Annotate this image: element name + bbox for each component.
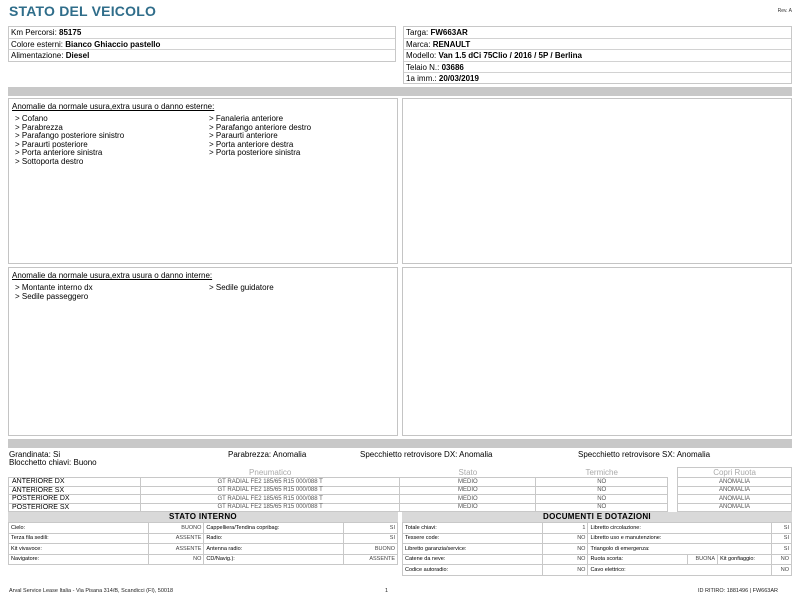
- tyre-position: ANTERIORE SX: [9, 486, 141, 495]
- item-value: NO: [542, 544, 588, 555]
- stato-interno-section: [8, 512, 398, 565]
- tyre-gap: [668, 486, 678, 495]
- item-value: SI: [344, 533, 398, 544]
- damage-item: > Parafango posteriore sinistro: [15, 131, 125, 140]
- tyre-position: POSTERIORE SX: [9, 503, 141, 512]
- registration-value: 20/03/2019: [438, 74, 479, 83]
- tyre-model: GT RADIAL FE2 185/65 R15 000/088 T: [140, 486, 400, 495]
- table-row: [9, 523, 398, 534]
- grandinata-status: Grandinata: Si: [9, 450, 61, 459]
- internal-damage-panel: [8, 267, 398, 436]
- item-value: NO: [542, 554, 588, 565]
- tyre-position: ANTERIORE DX: [9, 478, 141, 487]
- item-label: Radio:: [204, 533, 344, 544]
- chassis-label: Telaio N.:: [406, 62, 440, 72]
- table-row: [9, 503, 792, 512]
- tyres-header-spacer: [9, 468, 141, 478]
- plate-value: FW663AR: [430, 28, 468, 37]
- fuel-label: Alimentazione:: [11, 51, 64, 60]
- table-row: [9, 495, 792, 504]
- km-label: Km Percorsi:: [11, 28, 57, 37]
- footer-page-number: 1: [385, 588, 389, 594]
- model-value: Van 1.5 dCi 75Clio / 2016 / 5P / Berlina: [438, 51, 582, 60]
- tyre-gap: [668, 478, 678, 487]
- tyre-state: MEDIO: [400, 478, 536, 487]
- tyre-model: GT RADIAL FE2 185/65 R15 000/088 T: [140, 495, 400, 504]
- key-lock-status: Blocchetto chiavi: Buono: [9, 458, 97, 467]
- color-value: Bianco Ghiaccio pastello: [65, 39, 161, 49]
- tyres-table: [8, 467, 792, 512]
- parabrezza-status: Parabrezza: Anomalia: [228, 450, 307, 459]
- tyre-cover: ANOMALIA: [678, 486, 792, 495]
- chassis-value: 03686: [441, 62, 464, 72]
- stato-interno-title: STATO INTERNO: [8, 512, 398, 522]
- item-label: Kit gonfiaggio:: [718, 554, 772, 565]
- registration-label: 1a imm.:: [406, 74, 437, 83]
- damage-item: > Porta posteriore sinistra: [209, 148, 301, 157]
- damage-item: > Parafango anteriore destro: [209, 122, 312, 132]
- tyre-position: POSTERIORE DX: [9, 495, 141, 504]
- tyre-cover: ANOMALIA: [678, 478, 792, 487]
- tyre-model: GT RADIAL FE2 185/65 R15 000/088 T: [140, 478, 400, 487]
- damage-item: > Porta anteriore sinistra: [15, 148, 103, 157]
- mirror-dx-status: Specchietto retrovisore DX: Anomalia: [360, 450, 493, 459]
- item-label: Totale chiavi:: [403, 523, 543, 534]
- item-value: ASSENTE: [344, 554, 398, 565]
- table-row: [403, 544, 792, 555]
- tyres-header-row: [9, 468, 792, 478]
- external-damage-col1: [9, 115, 203, 166]
- item-value: 1: [542, 523, 588, 534]
- table-row: [403, 565, 792, 576]
- damage-item: > Sottoporta destro: [15, 156, 84, 166]
- model-label: Modello:: [406, 51, 437, 60]
- tyre-state: MEDIO: [400, 503, 536, 512]
- item-value: NO: [148, 554, 204, 565]
- brand-label: Marca:: [406, 39, 431, 49]
- external-damage-panel: [8, 98, 398, 264]
- item-value: SI: [772, 533, 792, 544]
- damage-item: > Sedile passeggero: [15, 291, 89, 301]
- item-label: Antenna radio:: [204, 544, 344, 555]
- item-value: ASSENTE: [148, 533, 204, 544]
- termiche-column-header: Termiche: [536, 468, 668, 478]
- internal-damage-col2: [203, 284, 397, 301]
- tyre-column-header: Pneumatico: [140, 468, 400, 478]
- item-value: NO: [772, 554, 792, 565]
- vehicle-info-left: [8, 26, 396, 62]
- fuel-value: Diesel: [65, 51, 90, 60]
- external-damage-col2: [203, 115, 397, 166]
- item-value: SI: [772, 544, 792, 555]
- plate-label: Targa:: [406, 28, 429, 37]
- stato-interno-table: [8, 522, 398, 565]
- chassis-row: [404, 62, 791, 74]
- tyre-thermal: NO: [536, 478, 668, 487]
- item-label: Libretto uso e manutenzione:: [588, 533, 772, 544]
- item-value: BUONA: [688, 554, 718, 565]
- damage-item: > Paraurti anteriore: [209, 131, 278, 140]
- item-label: Libretto garanzia/service:: [403, 544, 543, 555]
- brand-value: RENAULT: [432, 39, 471, 49]
- table-row: [9, 478, 792, 487]
- damage-item: > Porta anteriore destra: [209, 139, 294, 149]
- internal-photo-panel: [402, 267, 792, 436]
- damage-item: > Montante interno dx: [15, 283, 93, 292]
- tyre-thermal: NO: [536, 503, 668, 512]
- tyre-cover: ANOMALIA: [678, 503, 792, 512]
- table-row: [9, 533, 398, 544]
- table-row: [9, 554, 398, 565]
- table-row: [403, 554, 792, 565]
- item-value: NO: [772, 565, 792, 576]
- tyre-model: GT RADIAL FE2 185/65 R15 000/088 T: [140, 503, 400, 512]
- tyre-state: MEDIO: [400, 495, 536, 504]
- damage-item: > Paraurti posteriore: [15, 139, 88, 149]
- color-label: Colore esterni:: [11, 39, 64, 49]
- stato-column-header: Stato: [400, 468, 536, 478]
- mirror-sx-status: Specchietto retrovisore SX: Anomalia: [578, 450, 711, 459]
- table-row: [9, 544, 398, 555]
- copri-column-header: Copri Ruota: [678, 468, 792, 478]
- plate-row: [404, 27, 791, 39]
- registration-row: [404, 73, 791, 85]
- item-value: SI: [772, 523, 792, 534]
- item-label: CD/Navig.):: [204, 554, 344, 565]
- documenti-section: [402, 512, 792, 576]
- section-divider: [8, 439, 792, 448]
- page-title: STATO DEL VEICOLO: [9, 3, 157, 19]
- damage-item: > Fanaleria anteriore: [209, 114, 284, 123]
- tyre-cover: ANOMALIA: [678, 495, 792, 504]
- documenti-table: [402, 522, 792, 576]
- tyres-header-gap: [668, 468, 678, 478]
- table-row: [403, 533, 792, 544]
- tyre-thermal: NO: [536, 495, 668, 504]
- damage-item: > Cofano: [15, 114, 48, 123]
- vehicle-info-right: [403, 26, 792, 84]
- item-value: BUONO: [148, 523, 204, 534]
- section-divider: [8, 87, 792, 96]
- footer-company: Arval Service Lease Italia - Via Pisana 314/B, Scandicci (FI), 50018: [9, 588, 174, 594]
- table-row: [9, 486, 792, 495]
- tyre-thermal: NO: [536, 486, 668, 495]
- item-label: Cavo elettrico:: [588, 565, 772, 576]
- item-value: NO: [542, 533, 588, 544]
- model-row: [404, 50, 791, 62]
- item-label: Navigatore:: [9, 554, 149, 565]
- km-row: [9, 27, 395, 39]
- footer-reference: ID RITIRO: 1881496 | FW663AR: [698, 588, 778, 594]
- item-value: NO: [542, 565, 588, 576]
- damage-item: > Sedile guidatore: [209, 283, 274, 292]
- internal-damage-title: Anomalie da normale usura,extra usura o danno interne:: [12, 271, 213, 280]
- tyre-gap: [668, 503, 678, 512]
- tyre-gap: [668, 495, 678, 504]
- item-label: Kit vivavoce:: [9, 544, 149, 555]
- fuel-row: [9, 50, 395, 62]
- table-row: [403, 523, 792, 534]
- item-label: Terza fila sedili:: [9, 533, 149, 544]
- item-label: Libretto circolazione:: [588, 523, 772, 534]
- item-label: Cielo:: [9, 523, 149, 534]
- external-damage-title: Anomalie da normale usura,extra usura o danno esterne:: [12, 102, 215, 111]
- km-value: 85175: [59, 28, 82, 37]
- item-label: Cappelliera/Tendina copribag:: [204, 523, 344, 534]
- item-label: Tessere code:: [403, 533, 543, 544]
- item-label: Ruota scorta:: [588, 554, 688, 565]
- item-value: ASSENTE: [148, 544, 204, 555]
- item-value: BUONO: [344, 544, 398, 555]
- internal-damage-col1: [9, 284, 203, 301]
- item-value: SI: [344, 523, 398, 534]
- documenti-title: DOCUMENTI E DOTAZIONI: [402, 512, 792, 522]
- revision-label: Rev. A: [777, 8, 792, 14]
- brand-row: [404, 39, 791, 51]
- external-photo-panel: [402, 98, 792, 264]
- item-label: Triangolo di emergenza:: [588, 544, 772, 555]
- item-label: Codice autoradio:: [403, 565, 543, 576]
- item-label: Catene da neve:: [403, 554, 543, 565]
- tyre-state: MEDIO: [400, 486, 536, 495]
- damage-item: > Parabrezza: [15, 122, 63, 132]
- color-row: [9, 39, 395, 51]
